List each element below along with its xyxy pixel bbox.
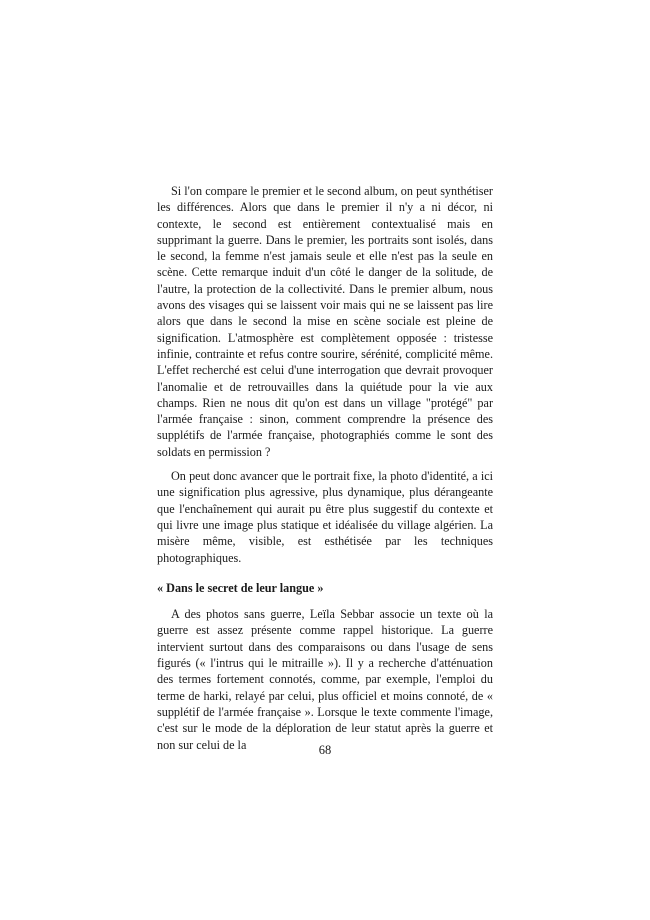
paragraph-album-comparison: Si l'on compare le premier et le second album, on peut synthétiser les différences. Alors que dans le premier il n'y a ni décor, ni contexte, le second est entièrement contextualisé mais en supprimant la guerre. Dans le premier, les portraits sont isolés, dans le second, la femme n'est jamais seule et elle n'est pas la seule en scène. Cette remarque induit d'un côté le danger de la solitude, de l'autre, la protection de la collectivité. Dans le premier album, nous avons des visages qui se laissent voir mais qui ne se laissent pas lire alors que dans le second la mise en scène sociale est pleine de signification. L'atmosphère est complètement opposée : tristesse infinie, contrainte et refus contre sourire, sérénité, complicité même. L'effet recherché est celui d'une interrogation que devrait provoquer l'anomalie et de retrouvailles dans la quiétude pour la vie aux champs. Rien ne nous dit qu'on est dans un village "protégé" par l'armée française : sinon, comment comprendre la présence des supplétifs de l'armée française, photographiés comme le sont des soldats en permission ? — [157, 184, 493, 459]
section-heading: « Dans le secret de leur langue » — [157, 580, 324, 595]
paragraph-photos-without-war: A des photos sans guerre, Leïla Sebbar associe un texte où la guerre est assez présente comme rappel historique. La guerre intervient surtout dans des comparaisons ou dans l'usage de sens figurés (« l'intrus qui le mitraille »). Il y a recherche d'atténuation des termes fortement connotés, comme, par exemple, l'emploi du terme de harki, relayé par celui, plus officiel et moins connoté, de « supplétif de l'armée française ». Lorsque le texte commente l'image, c'est sur le mode de la déploration de leur statut après la guerre et non sur celui de la — [157, 607, 493, 752]
paragraph-identity-portrait: On peut donc avancer que le portrait fixe, la photo d'identité, a ici une signification plus agressive, plus dynamique, plus dérangeante que l'enchaînement qui aurait pu être plus suggestif du contexte et qui livre une image plus statique et idéalisée du village algérien. La misère même, visible, est esthétisée par les techniques photographiques. — [157, 469, 493, 565]
page-number: 68 — [318, 743, 332, 757]
page-body — [157, 183, 493, 753]
